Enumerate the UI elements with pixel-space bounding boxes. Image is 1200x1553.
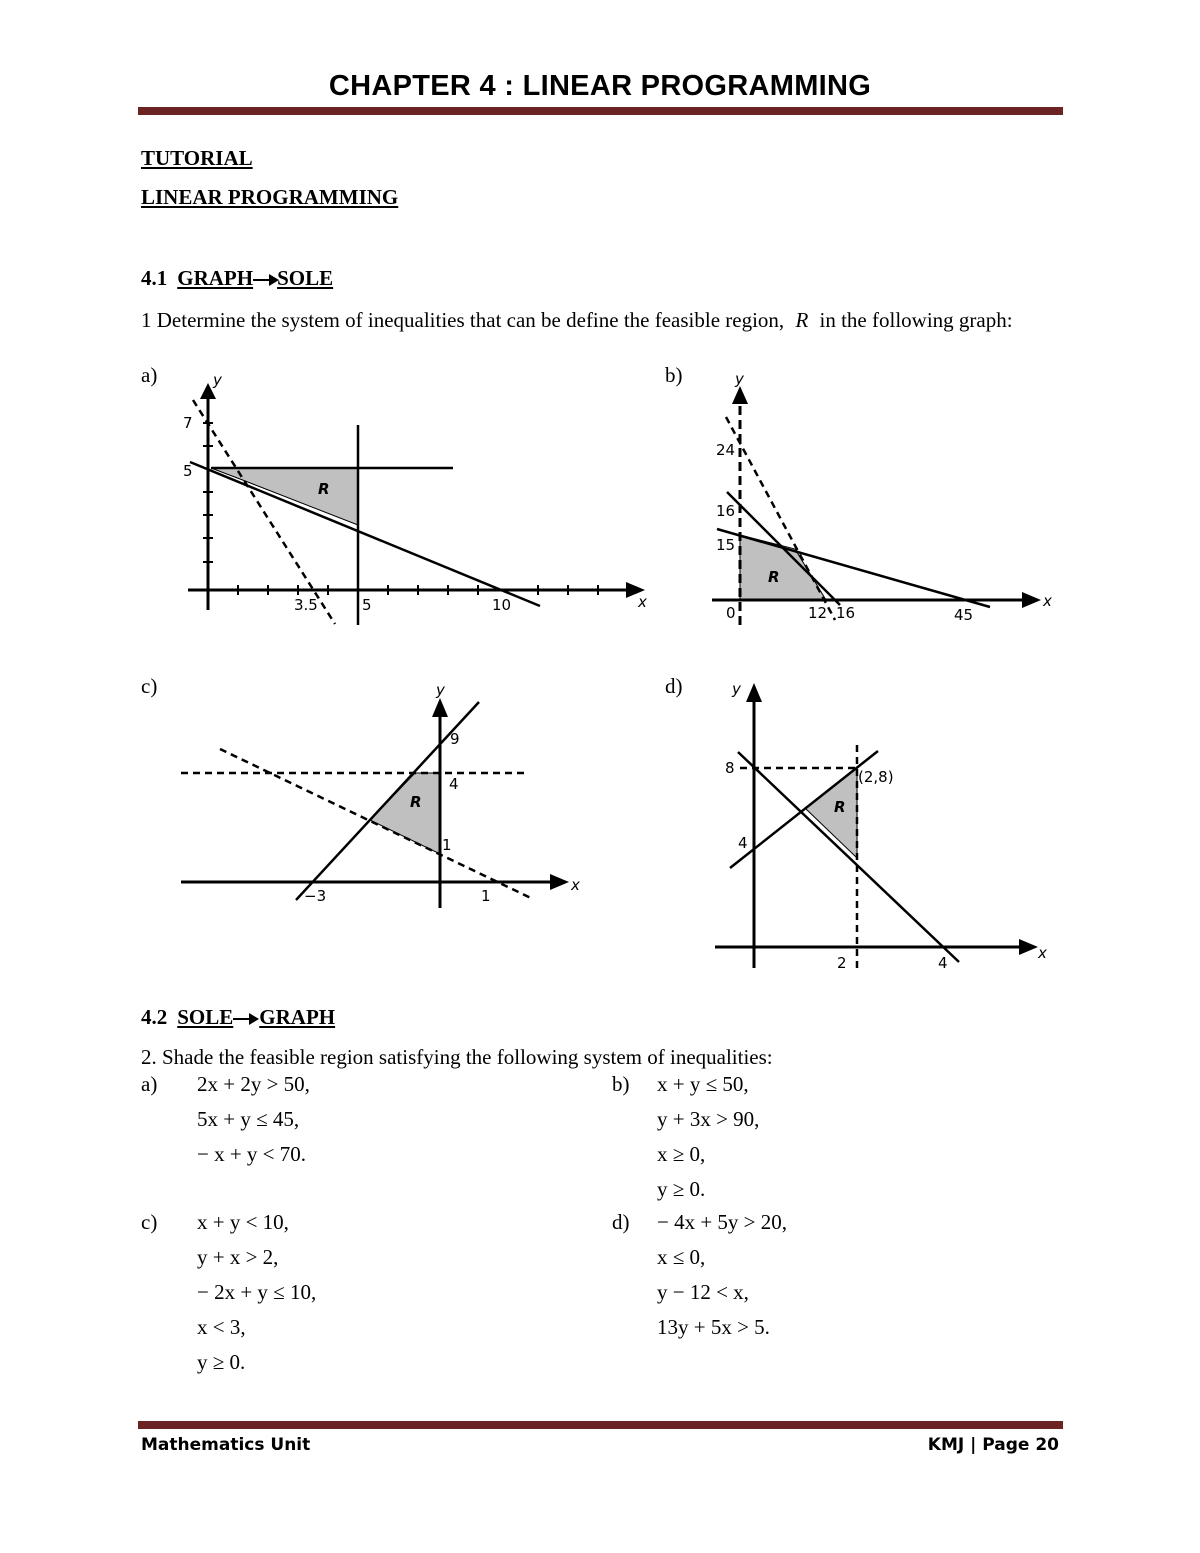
y-axis-label: y (436, 681, 445, 699)
point-label: (2,8) (858, 768, 894, 786)
y-axis-label: y (735, 370, 744, 388)
tick-label: 4 (449, 775, 459, 793)
region-variable: R (795, 308, 809, 332)
page-title: CHAPTER 4 : LINEAR PROGRAMMING (328, 70, 872, 102)
y-axis-label: y (213, 371, 222, 389)
solid-boundary (190, 462, 540, 606)
y-axis-arrow-icon (432, 698, 448, 717)
system-c-line: x + y < 10, (197, 1210, 289, 1234)
tick-marks (203, 423, 598, 595)
tick-label: 16 (716, 502, 736, 520)
graph-c (175, 678, 595, 913)
footer-page: KMJ | Page 20 (927, 1435, 1059, 1455)
system-a-line: 2x + 2y > 50, (197, 1072, 310, 1096)
y-axis-arrow-icon (732, 386, 748, 404)
tick-label: 2 (837, 954, 847, 972)
graph-b-label: b) (665, 363, 683, 387)
system-d-line: y − 12 < x, (657, 1280, 749, 1304)
footer-left: Mathematics Unit (141, 1435, 311, 1455)
system-d-line: 13y + 5x > 5. (657, 1315, 770, 1339)
region-label: R (410, 793, 422, 811)
arrow-right-icon (253, 273, 279, 287)
section-label-2: GRAPH (259, 1005, 336, 1029)
graph-c-label: c) (141, 674, 158, 698)
graph-d (700, 672, 1055, 972)
graph-b (700, 365, 1060, 630)
tick-label: 3.5 (294, 596, 318, 614)
system-b-label: b) (612, 1072, 630, 1096)
topic-heading: LINEAR PROGRAMMING (141, 185, 399, 209)
x-axis-label: x (571, 876, 580, 894)
tick-label: 7 (183, 414, 193, 432)
system-c-line: y ≥ 0. (197, 1350, 246, 1374)
tick-label: 4 (938, 954, 948, 972)
header-rule (138, 107, 1063, 115)
region-label: R (834, 798, 846, 816)
system-c-line: x < 3, (197, 1315, 246, 1339)
system-b-line: y ≥ 0. (657, 1177, 706, 1201)
feasible-region (805, 768, 857, 858)
tick-label: 12 (808, 604, 828, 622)
feasible-region (740, 535, 826, 600)
tick-label: 0 (726, 604, 736, 622)
system-c-label: c) (141, 1210, 158, 1234)
question-1-text-end: in the following graph: (819, 308, 1013, 332)
region-label: R (318, 480, 330, 498)
section-number: 4.1 (141, 266, 168, 290)
system-a-line: − x + y < 70. (197, 1142, 307, 1166)
system-d-label: d) (612, 1210, 630, 1234)
tick-label: 16 (836, 604, 856, 622)
tick-label: −3 (304, 887, 327, 905)
x-axis-arrow-icon (1022, 592, 1041, 608)
system-d-line: − 4x + 5y > 20, (657, 1210, 788, 1234)
tick-label: 1 (481, 887, 491, 905)
question-1-text: 1 Determine the system of inequalities that can be define the feasible region, (141, 308, 785, 332)
question-2: 2. Shade the feasible region satisfying the following system of inequalities: (141, 1045, 773, 1069)
feasible-region (370, 773, 440, 854)
y-axis-label: y (732, 680, 741, 698)
x-axis-arrow-icon (550, 874, 569, 890)
tutorial-heading: TUTORIAL (141, 146, 253, 170)
section-4-1-heading (141, 266, 333, 291)
system-c-line: − 2x + y ≤ 10, (197, 1280, 317, 1304)
dashed-line-1-1 (220, 749, 533, 899)
tick-label: 4 (738, 834, 748, 852)
section-label-2: SOLE (277, 266, 334, 290)
tick-label: 10 (492, 596, 512, 614)
arrow-right-icon (233, 1012, 259, 1026)
tick-label: 5 (362, 596, 372, 614)
x-axis-label: x (1038, 944, 1047, 962)
section-label: SOLE (177, 1005, 234, 1029)
feasible-region (211, 468, 358, 525)
tick-label: 8 (725, 759, 735, 777)
x-axis-arrow-icon (1019, 939, 1038, 955)
x-axis-label: x (638, 593, 647, 611)
tick-label: 5 (183, 462, 193, 480)
region-label: R (768, 568, 780, 586)
tick-label: 1 (442, 836, 452, 854)
question-1 (141, 309, 1061, 331)
section-number: 4.2 (141, 1005, 168, 1029)
system-a-label: a) (141, 1072, 158, 1096)
graph-a (175, 365, 655, 635)
y-axis-arrow-icon (746, 683, 762, 702)
system-b-line: y + 3x > 90, (657, 1107, 760, 1131)
section-label: GRAPH (177, 266, 254, 290)
footer-rule (138, 1421, 1063, 1429)
tick-label: 9 (450, 730, 460, 748)
section-4-2-heading (141, 1005, 335, 1030)
system-b-line: x + y ≤ 50, (657, 1072, 749, 1096)
tick-label: 45 (954, 606, 974, 624)
graph-a-label: a) (141, 363, 158, 387)
tick-label: 15 (716, 536, 736, 554)
system-a-line: 5x + y ≤ 45, (197, 1107, 300, 1131)
tick-label: 24 (716, 441, 736, 459)
graph-d-label: d) (665, 674, 683, 698)
system-c-line: y + x > 2, (197, 1245, 279, 1269)
x-axis-label: x (1043, 592, 1052, 610)
system-d-line: x ≤ 0, (657, 1245, 706, 1269)
system-b-line: x ≥ 0, (657, 1142, 706, 1166)
